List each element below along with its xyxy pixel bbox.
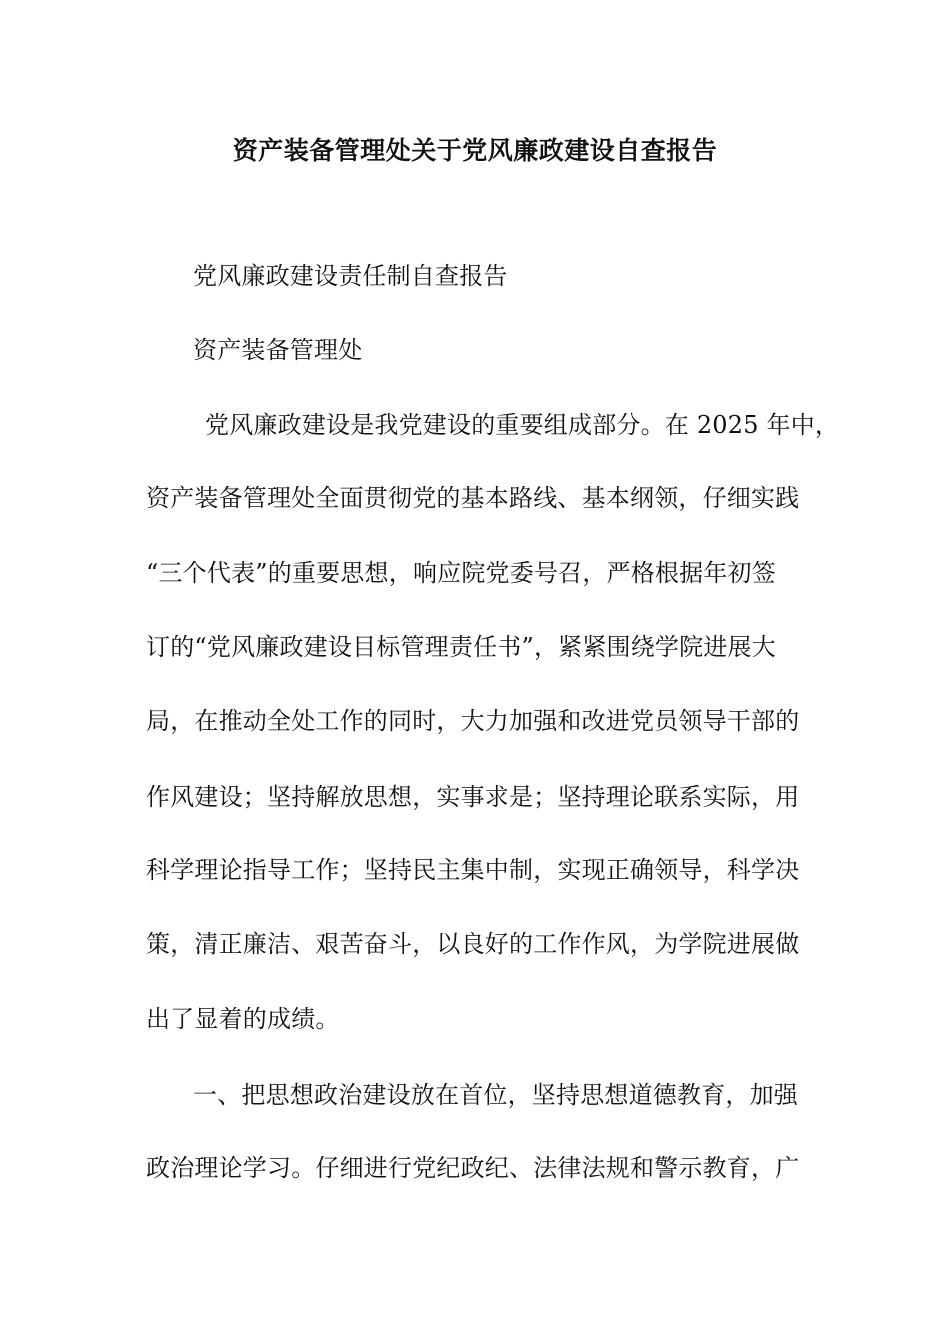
paragraph-line: 出了显着的成绩。 — [146, 1005, 340, 1033]
paragraph-line: “三个代表”的重要思想，响应院党委号召，严格根据年初签 — [146, 559, 776, 587]
paragraph-line: 作风建设；坚持解放思想，实事求是；坚持理论联系实际，用 — [146, 783, 800, 811]
paragraph-line: 订的“党风廉政建设目标管理责任书”，紧紧围绕学院进展大 — [146, 633, 776, 661]
department-name: 资产装备管理处 — [193, 336, 363, 364]
paragraph-line: 科学理论指导工作；坚持民主集中制，实现正确领导，科学决 — [146, 856, 800, 884]
paragraph-line: 局，在推动全处工作的同时，大力加强和改进党员领导干部的 — [146, 707, 800, 735]
paragraph-line: 政治理论学习。仔细进行党纪政纪、法律法规和警示教育，广 — [146, 1154, 800, 1182]
paragraph-line: 资产装备管理处全面贯彻党的基本路线、基本纲领，仔细实践 — [146, 484, 800, 512]
document-title: 资产装备管理处关于党风廉政建设自查报告 — [232, 136, 718, 165]
paragraph-line: 党风廉政建设是我党建设的重要组成部分。在 2025 年中， — [205, 411, 840, 439]
section-heading-line: 一、把思想政治建设放在首位，坚持思想道德教育，加强 — [193, 1081, 798, 1109]
document-subtitle: 党风廉政建设责任制自查报告 — [193, 262, 508, 290]
paragraph-line: 策，清正廉洁、艰苦奋斗，以良好的工作作风，为学院进展做 — [146, 930, 800, 958]
